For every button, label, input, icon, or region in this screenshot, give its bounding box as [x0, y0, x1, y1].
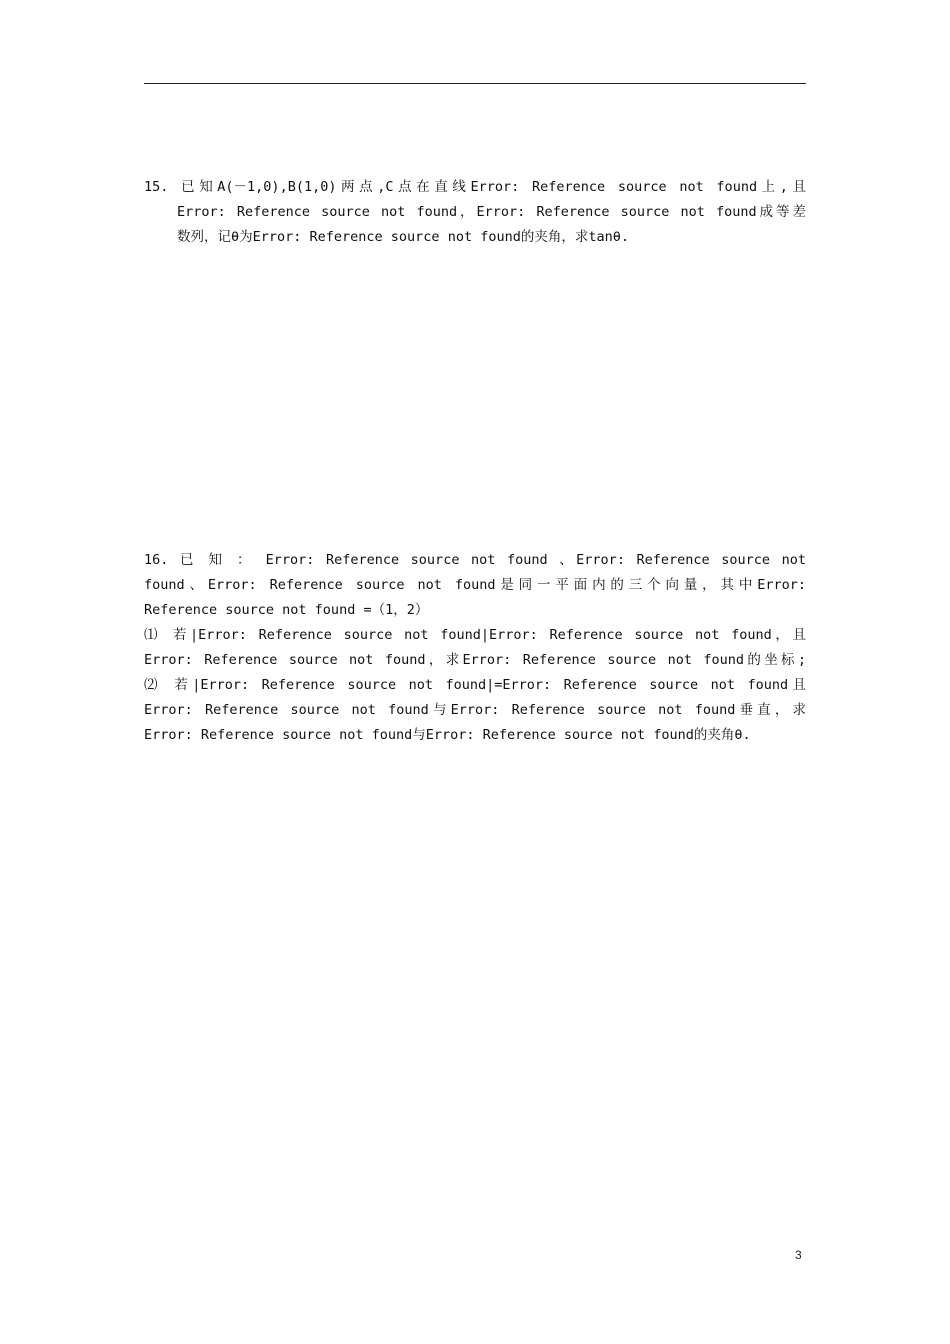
problem-16-part-2-line-1: ⑵ 若|Error: Reference source not found|=Error: Reference source not found且: [144, 677, 806, 693]
problem-16-line-2: found、Error: Reference source not found是同一平面内的三个向量，其中Error:: [144, 577, 806, 593]
problem-16-line-1: 16. 已 知 ： Error: Reference source not found 、Error: Reference source not: [144, 552, 806, 568]
problem-16-part-1-line-2: Error: Reference source not found，求Error: Reference source not found的坐标;: [144, 652, 806, 668]
problem-15-line-2: Error: Reference source not found，Error: Reference source not found成等差: [177, 204, 806, 220]
problem-16-part-2-line-2: Error: Reference source not found与Error: Reference source not found垂直，求: [144, 702, 806, 718]
problem-16-part-2-line-3: Error: Reference source not found与Error: Reference source not found的夹角θ.: [144, 727, 751, 743]
problem-16-line-3: Reference source not found =（1，2）: [144, 602, 429, 618]
page-number: 3: [795, 1248, 802, 1262]
problem-15-line-3: 数列，记θ为Error: Reference source not found的夹角，求tanθ.: [177, 229, 629, 245]
problem-15-line-1: 15. 已知A(－1,0),B(1,0)两点,C点在直线Error: Reference source not found上,且: [144, 179, 806, 195]
problem-16-part-1-line-1: ⑴ 若|Error: Reference source not found|Error: Reference source not found，且: [144, 627, 806, 643]
problem-16: [144, 548, 806, 748]
header-rule: [144, 83, 806, 84]
problem-15: [144, 175, 806, 250]
